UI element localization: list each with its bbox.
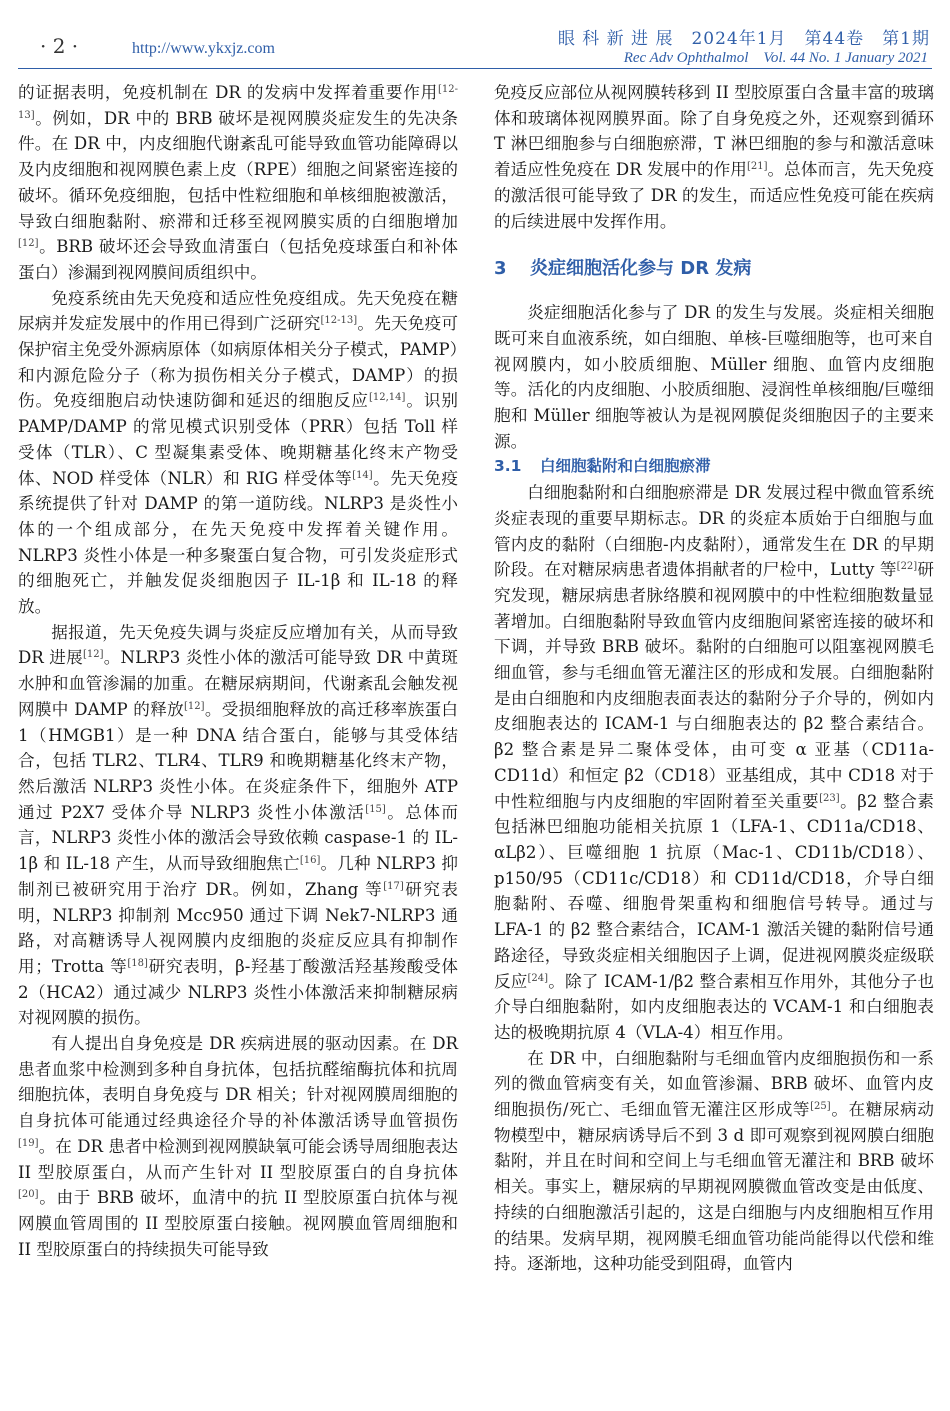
- paragraph-text: 据报道，先天免疫失调与炎症反应增加有关，从而导致 DR 进展: [18, 622, 458, 668]
- page-header: [0, 0, 950, 66]
- section-number: 3: [494, 258, 507, 280]
- section-heading: [494, 256, 934, 282]
- paragraph: [494, 480, 934, 1045]
- subsection-number: 3.1: [494, 457, 522, 476]
- paragraph: [18, 620, 458, 1031]
- paragraph-text: 免疫反应部位从视网膜转移到 II 型胶原蛋白含量丰富的玻璃体和玻璃体视网膜界面。除了自身免疫之外，还观察到循环 T 淋巴细胞参与白细胞瘀滞，T 淋巴细胞的参与和激活意味着适应性免疫在 DR 发展中的作用: [494, 83, 934, 180]
- citation[interactable]: [15]: [365, 803, 386, 815]
- paragraph-text: 。先天免疫可保护宿主免受外源病原体（如病原体相关分子模式，PAMP）和内源危险分子（称为损伤相关分子模式，DAMP）的损伤。免疫细胞启动快速防御和延迟的细胞反应: [18, 314, 459, 411]
- citation[interactable]: [16]: [299, 855, 321, 867]
- journal-url[interactable]: http://www.ykxjz.com: [132, 40, 275, 57]
- paragraph-text: 。NLRP3 炎性小体的激活可能导致 DR 中黄斑水肿和血管渗漏的加重。在糖尿病期间，代谢紊乱会触发视网膜中 DAMP 的释放: [18, 648, 458, 719]
- subsection-heading: [494, 454, 934, 480]
- right-column: [494, 80, 934, 1277]
- citation[interactable]: [23]: [819, 792, 840, 804]
- journal-title-cn: 眼 科 新 进 展 2024年1月 第44卷 第1期: [557, 29, 930, 49]
- paragraph-text: 免疫系统由先天免疫和适应性免疫组成。先天免疫在糖尿病并发症发展中的作用已得到广泛研究: [18, 288, 458, 334]
- paragraph: [494, 300, 934, 454]
- paragraph-text: 研究表明，β-羟基丁酸激活羟基羧酸受体 2（HCA2）通过减少 NLRP3 炎性小体激活来抑制糖尿病对视网膜的损伤。: [18, 956, 458, 1028]
- paragraph-text: 。在 DR 患者中检测到视网膜缺氧可能会诱导周细胞表达 II 型胶原蛋白，从而产生针对 II 型胶原蛋白的自身抗体: [18, 1136, 458, 1182]
- page-number: · 2 ·: [40, 34, 79, 58]
- citation[interactable]: [12]: [18, 238, 39, 250]
- paragraph-text: 。总体而言，NLRP3 炎性小体的激活会导致依赖 caspase-1 的 IL-1β 和 IL-18 产生，从而导致细胞焦亡: [18, 802, 459, 874]
- paragraph-text: 。例如，DR 中的 BRB 破坏是视网膜炎症发生的先决条件。在 DR 中，内皮细胞代谢紊乱可能导致血管功能障碍以及内皮细胞和视网膜色素上皮（RPE）细胞之间紧密连接的破坏。循环免疫细胞，包括中性粒细胞和单核细胞被激活，导致白细胞黏附、瘀滞和迁移至视网膜实质的白细胞增加: [18, 108, 458, 231]
- subsection-title: 白细胞黏附和白细胞瘀滞: [540, 457, 711, 476]
- section-title: 炎症细胞活化参与 DR 发病: [530, 258, 752, 280]
- paragraph-text: 。除了 ICAM-1/β2 整合素相互作用外，其他分子也介导白细胞黏附，如内皮细胞表达的 VCAM-1 和白细胞表达的极晚期抗原 4（VLA-4）相互作用。: [494, 971, 935, 1042]
- citation[interactable]: [12]: [82, 649, 104, 661]
- paragraph-text: 。β2 整合素包括淋巴细胞功能相关抗原 1（LFA-1、CD11a/CD18、αLβ2）、巨噬细胞 1 抗原（Mac-1、CD11b/CD18）、p150/95（CD11c/CD18）和 CD11d/CD18，介导白细胞黏附、吞噬、细胞骨架重构和细胞信号转导。通过与 LFA-1 的 β2 整合素结合，ICAM-1 激活关键的黏附信号通路途径，导致炎症相关细胞因子上调，促进视网膜炎症级联反应: [494, 791, 934, 991]
- citation[interactable]: [14]: [352, 469, 373, 481]
- paragraph-text: 在 DR 中，白细胞黏附与毛细血管内皮细胞损伤和一系列的微血管病变有关，如血管渗漏、BRB 破坏、血管内皮细胞损伤/死亡、毛细血管无灌注区形成等: [494, 1048, 934, 1120]
- paragraph: [18, 1031, 458, 1262]
- paragraph: [18, 286, 458, 620]
- paragraph-text: 研究发现，糖尿病患者脉络膜和视网膜中的中性粒细胞数量显著增加。白细胞黏附导致血管内皮细胞间紧密连接的破坏和下调，并导致 BRB 破坏。黏附的白细胞可以阻塞视网膜毛细血管，参与毛细血管无灌注区的形成和发展。白细胞黏附是由白细胞和内皮细胞表面表达的黏附分子介导的，例如内皮细胞表达的 ICAM-1 与白细胞表达的 β2 整合素结合。β2 整合素是异二聚体受体，由可变 α 亚基（CD11a-CD11d）和恒定 β2（CD18）亚基组成，其中 CD18 对于中性粒细胞与内皮细胞的牢固附着至关重要: [494, 560, 935, 811]
- citation[interactable]: [12-13]: [320, 315, 358, 327]
- paragraph-text: 。受损细胞释放的高迁移率族蛋白 1（HMGB1）是一种 DNA 结合蛋白，能够与其受体结合，包括 TLR2、TLR4、TLR9 和晚期糖基化终末产物，然后激活 NLRP3 炎性小体。在炎症条件下，细胞外 ATP 通过 P2X7 受体介导 NLRP3 炎性小体激活: [18, 699, 459, 822]
- left-column: [18, 80, 458, 1262]
- paragraph-text: 。总体而言，先天免疫的激活很可能导致了 DR 的发生，而适应性免疫可能在疾病的后续进展中发挥作用。: [494, 160, 934, 231]
- journal-title-en: Rec Adv Ophthalmol Vol. 44 No. 1 January 2021: [623, 50, 928, 66]
- citation[interactable]: [25]: [810, 1101, 831, 1113]
- citation[interactable]: [17]: [383, 880, 404, 892]
- citation[interactable]: [20]: [18, 1189, 39, 1201]
- citation[interactable]: [18]: [127, 957, 148, 969]
- paragraph-text: 。由于 BRB 破坏，血清中的抗 II 型胶原蛋白抗体与视网膜血管周围的 II 型胶原蛋白接触。视网膜血管周细胞和 II 型胶原蛋白的持续损失可能导致: [18, 1188, 458, 1259]
- paragraph-text: 的证据表明，免疫机制在 DR 的发病中发挥着重要作用: [18, 83, 438, 102]
- paragraph: [494, 1046, 934, 1277]
- citation[interactable]: [19]: [18, 1137, 39, 1149]
- citation[interactable]: [24]: [527, 972, 549, 984]
- paragraph-text: 。识别 PAMP/DAMP 的常见模式识别受体（PRR）包括 Toll 样受体（TLR）、C 型凝集素受体、晚期糖基化终末产物受体、NOD 样受体（NLR）和 RIG 样受体等: [18, 391, 459, 488]
- citation[interactable]: [21]: [746, 161, 768, 173]
- citation[interactable]: [22]: [896, 561, 918, 573]
- paragraph-text: 。先天免疫系统提供了针对 DAMP 的第一道防线。NLRP3 是炎性小体的一个组成部分，在先天免疫中发挥着关键作用。NLRP3 炎性小体是一种多聚蛋白复合物，可引发炎症形式的细胞死亡，并触发促炎细胞因子 IL-1β 和 IL-18 的释放。: [18, 468, 459, 617]
- paragraph-text: 研究表明，NLRP3 抑制剂 Mcc950 通过下调 Nek7-NLRP3 通路，对高糖诱导人视网膜内皮细胞的炎症反应具有抑制作用；Trotta 等: [18, 879, 458, 976]
- paragraph: [494, 80, 934, 234]
- paragraph-text: 。在糖尿病动物模型中，糖尿病诱导后不到 3 d 即可观察到视网膜白细胞黏附，并且在时间和空间上与毛细血管无灌注和 BRB 破坏相关。事实上，糖尿病的早期视网膜微血管改变是由低度、持续的白细胞激活引起的，这是白细胞与内皮细胞相互作用的结果。发病早期，视网膜毛细血管功能尚能得以代偿和维持。逐渐地，这种功能受到阻碍，血管内: [494, 1100, 934, 1274]
- paragraph-text: 白细胞黏附和白细胞瘀滞是 DR 发展过程中微血管系统炎症表现的重要早期标志。DR 的炎症本质始于白细胞与血管内皮的黏附（白细胞-内皮黏附），通常发生在 DR 的早期阶段。在对糖尿病患者遗体捐献者的尸检中，Lutty 等: [494, 483, 934, 580]
- citation[interactable]: [12]: [184, 700, 205, 712]
- paragraph-text: 。BRB 破坏还会导致血清蛋白（包括免疫球蛋白和补体蛋白）渗漏到视网膜间质组织中。: [18, 237, 458, 282]
- paragraph-text: 炎症细胞活化参与了 DR 的发生与发展。炎症相关细胞既可来自血液系统，如白细胞、单核-巨噬细胞等，也可来自视网膜内，如小胶质细胞、Müller 细胞、血管内皮细胞等。活化的内皮细胞、小胶质细胞、浸润性单核细胞/巨噬细胞和 Müller 细胞等被认为是视网膜促炎细胞因子的主要来源。: [494, 303, 934, 451]
- paragraph-text: 。几种 NLRP3 抑制剂已被研究用于治疗 DR。例如，Zhang 等: [18, 854, 458, 899]
- header-divider: [18, 68, 932, 69]
- citation[interactable]: [12-13]: [18, 84, 458, 121]
- citation[interactable]: [12,14]: [368, 392, 406, 404]
- paragraph-text: 有人提出自身免疫是 DR 疾病进展的驱动因素。在 DR 患者血浆中检测到多种自身抗体，包括抗醛缩酶抗体和抗周细胞抗体，表明自身免疫与 DR 相关；针对视网膜周细胞的自身抗体可能通过经典途径介导的补体激活诱导血管损伤: [18, 1034, 458, 1131]
- paragraph: [18, 80, 458, 286]
